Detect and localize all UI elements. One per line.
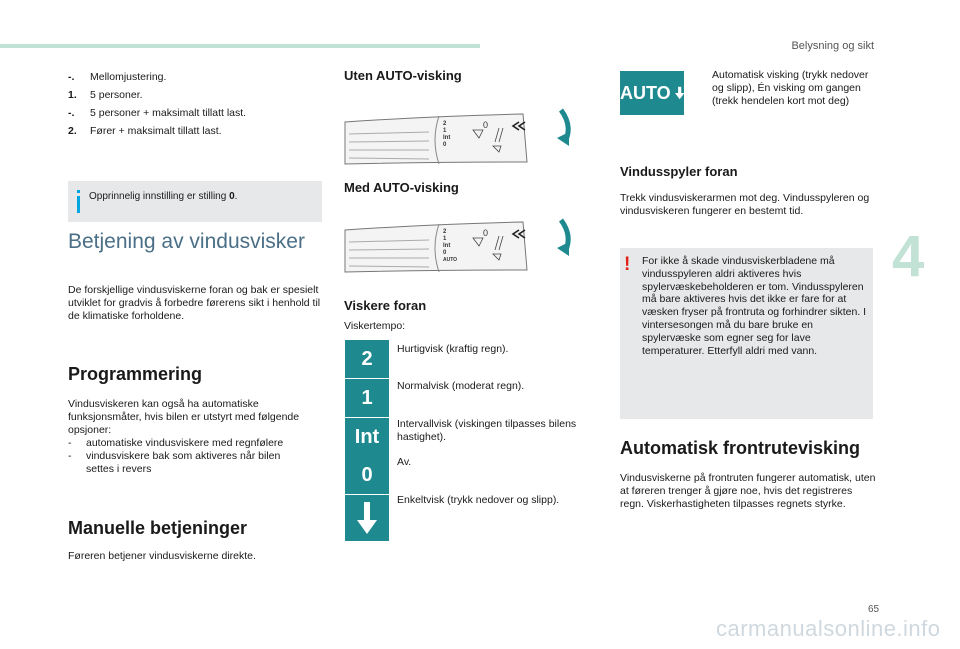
stalk-label-int: Int: [443, 135, 451, 141]
wiper-stalk-image: [343, 108, 543, 170]
auto-desc: Automatisk visking (trykk nedover og slipp), Én visking om gangen (trekk hendelen kort mot deg): [712, 69, 869, 107]
wiper-intro: De forskjellige vindusviskerne foran og bak er spesielt utviklet for gradvis å forbedre førerens sikt i henhold til de klimatiske forholdene.: [68, 284, 321, 322]
manual-heading: Manuelle betjeninger: [68, 518, 248, 538]
page-number: 65: [868, 604, 880, 615]
programming-heading: Programmering: [68, 364, 203, 384]
position-list: [68, 68, 328, 140]
stalk-label-2: 2: [443, 121, 447, 127]
top-accent-bar: [0, 44, 480, 48]
washer-text: Trekk vindusviskerarmen mot deg. Vindusspyleren og vindusviskeren fungerer en bestemt tid.: [620, 192, 870, 217]
stalk-label-rear-0: 0: [483, 120, 489, 130]
info-icon: [77, 190, 80, 193]
washer-heading: Vindusspyler foran: [620, 164, 738, 179]
section-title: Belysning og sikt: [791, 40, 874, 52]
stalk-label-0: 0: [443, 250, 447, 256]
down-arrow-icon: [675, 84, 684, 102]
speed-int-tile: Int: [345, 418, 389, 456]
chapter-number: 4: [892, 224, 925, 289]
speed-1-desc: Normalvisk (moderat regn).: [397, 380, 525, 392]
speed-int-desc: Intervallvisk (viskingen tilpasses bilens hastighet).: [397, 418, 577, 443]
watermark: carmanualsonline.info: [716, 616, 941, 641]
pull-arrow-icon: [555, 218, 577, 258]
down-arrow-icon: [356, 500, 378, 536]
speed-0-tile: 0: [345, 456, 389, 494]
stalk-label-rear-0: 0: [483, 228, 489, 238]
single-wipe-desc: Enkeltvisk (trykk nedover og slipp).: [397, 494, 560, 506]
stalk-label-int: Int: [443, 243, 451, 249]
list-item: 1. 5 personer.: [68, 89, 143, 101]
stalk-label-auto: AUTO: [443, 257, 458, 263]
speed-2-desc: Hurtigvisk (kraftig regn).: [397, 343, 509, 355]
front-wipers-heading: Viskere foran: [344, 298, 427, 313]
with-auto-heading: Med AUTO-visking: [344, 180, 459, 195]
programming-text: Vindusviskeren kan også ha automatiske funksjonsmåter, hvis bilen er utstyrt med følgende opsjoner: - automatiske vindusviskere med regnfølere - vindusviskere bak som aktiveres når bilen settes i revers: [68, 398, 308, 476]
auto-wipe-heading: Automatisk frontrutevisking: [620, 438, 861, 458]
auto-wipe-text: Vindusviskerne på frontruten fungerer automatisk, uten at føreren trenger å gjøre noe, hvis det registreres regn. Viskerhastigheten tilpasses regnets styrke.: [620, 472, 876, 510]
wiper-heading: Betjening av vindusvisker: [68, 230, 305, 253]
manual-text: Føreren betjener vindusviskerne direkte.: [68, 550, 256, 562]
pull-arrow-icon: [555, 108, 577, 148]
list-item: - vindusviskere bak som aktiveres når bilen settes i revers: [68, 450, 281, 475]
single-wipe-tile: [345, 495, 389, 541]
speed-0-desc: Av.: [397, 456, 412, 468]
stalk-label-2: 2: [443, 229, 447, 235]
speed-2-tile: 2: [345, 340, 389, 378]
list-item: -. 5 personer + maksimalt tillatt last.: [68, 107, 247, 119]
warning-note: [620, 248, 873, 419]
wiper-stalk-auto-image: [343, 216, 543, 278]
auto-tile: AUTO: [620, 71, 684, 115]
speed-1-tile: 1: [345, 379, 389, 417]
list-item: -. Mellomjustering.: [68, 71, 167, 83]
without-auto-heading: Uten AUTO-visking: [344, 68, 462, 83]
stalk-label-1: 1: [443, 128, 447, 134]
stalk-label-1: 1: [443, 236, 447, 242]
info-icon-bar: [77, 196, 80, 213]
stalk-label-0: 0: [443, 142, 447, 148]
info-note: Opprinnelig innstilling er stilling 0.: [68, 181, 322, 222]
list-item: 2. Fører + maksimalt tillatt last.: [68, 125, 222, 137]
warning-text: For ikke å skade vindusviskerbladene må vindusspyleren aldri aktiveres hvis spylervæskebeholderen er tom. Vindusspyleren må bare aktiveres hvis det ikke er fare for at væsken fryser på frontruta og forhindrer sikten. I vintersesongen må du bare bruke en spylervæske som egner seg for lave temperaturer. Etterfyll aldri med vann.: [642, 255, 867, 357]
speed-label: Viskertempo:: [344, 320, 406, 332]
warning-icon: !: [624, 254, 631, 275]
list-item: - automatiske vindusviskere med regnfølere: [68, 437, 284, 449]
